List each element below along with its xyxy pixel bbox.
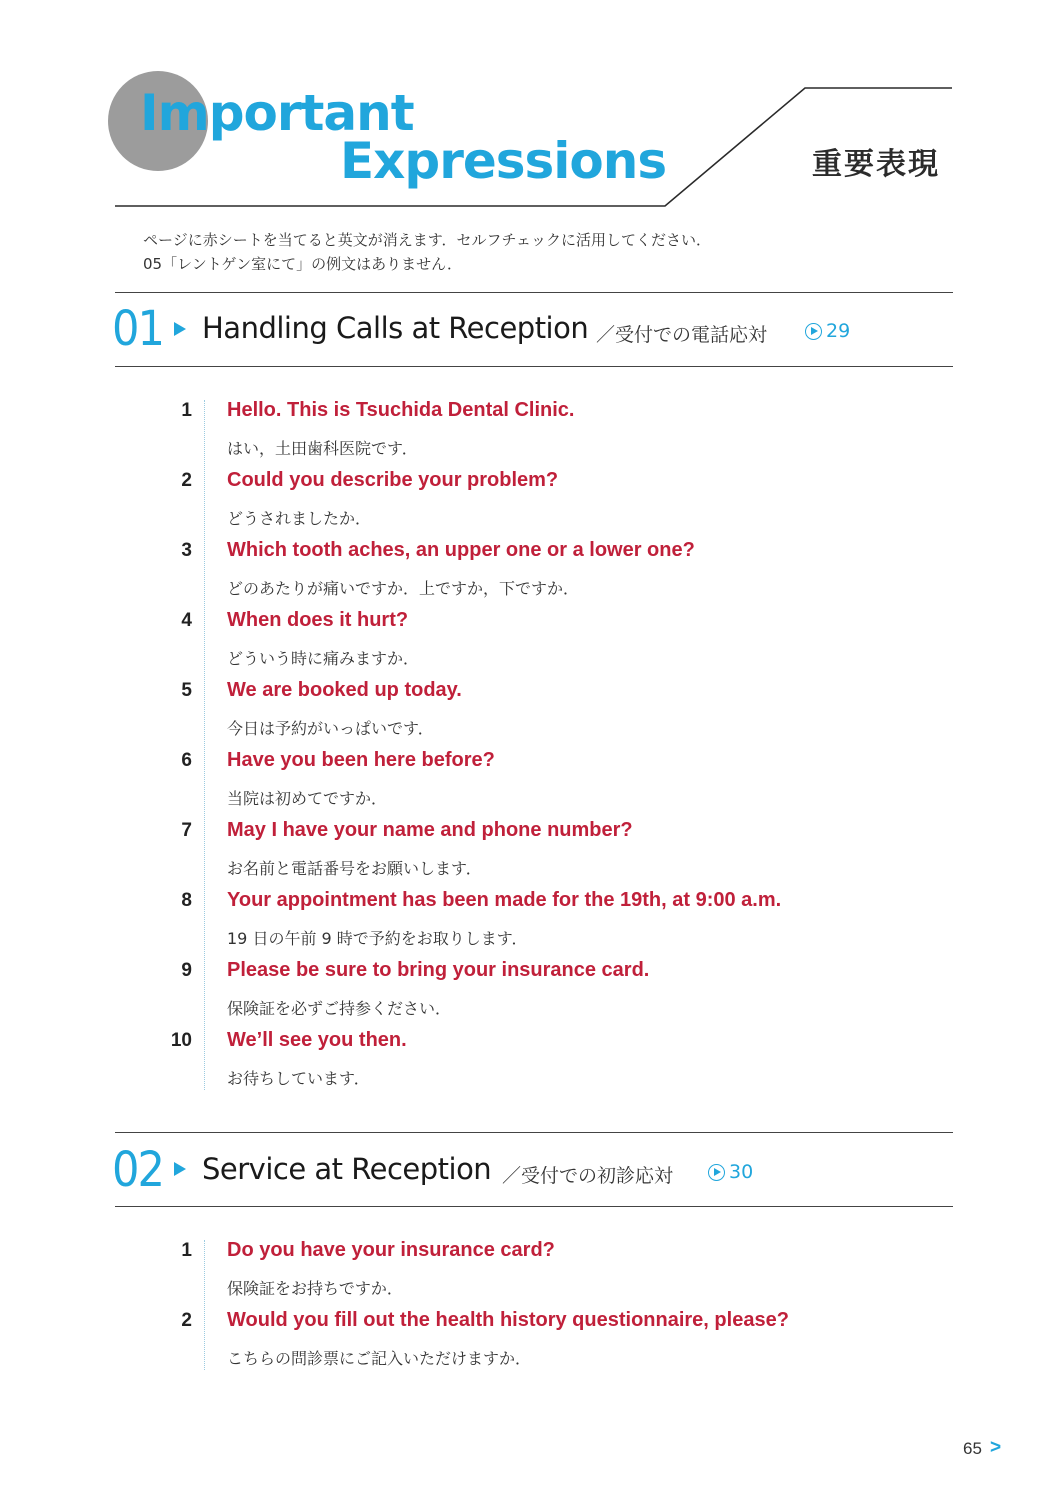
expression-jp: どういう時に痛みますか．	[227, 649, 420, 668]
item-number: 9	[181, 960, 192, 981]
expression-jp: お名前と電話番号をお願いします．	[227, 859, 482, 878]
audio-play-icon[interactable]	[805, 323, 822, 340]
expression-jp: どうされましたか．	[227, 509, 372, 528]
section-triangle-icon	[174, 322, 186, 336]
section-title-en: Service at Reception	[202, 1152, 492, 1186]
expression-jp: こちらの問診票にご記入いただけますか．	[227, 1349, 532, 1368]
intro-text-line2: 05「レントゲン室にて」の例文はありません．	[143, 255, 463, 273]
audio-track-number: 29	[826, 320, 851, 342]
expression-jp: お待ちしています．	[227, 1069, 370, 1088]
item-number: 5	[181, 680, 192, 701]
page-title-line2: Expressions	[340, 132, 667, 190]
expression-en: May I have your name and phone number?	[227, 819, 633, 841]
item-number: 2	[181, 470, 192, 491]
expression-jp: 19 日の午前 9 時で予約をお取りします．	[227, 929, 528, 948]
audio-track-number: 30	[729, 1161, 754, 1183]
section-title-jp: ／受付での電話応対	[596, 324, 768, 346]
section-rule-top	[115, 292, 953, 293]
section-title-jp: ／受付での初診応対	[502, 1165, 674, 1187]
expression-en: Hello. This is Tsuchida Dental Clinic.	[227, 399, 575, 421]
intro-text-line1: ページに赤シートを当てると英文が消えます．セルフチェックに活用してください．	[143, 231, 712, 249]
section-triangle-icon	[174, 1162, 186, 1176]
expression-jp: 保険証をお持ちですか．	[227, 1279, 403, 1298]
item-number: 4	[181, 610, 192, 631]
expression-en: Would you fill out the health history questionnaire, please?	[227, 1309, 789, 1331]
page-title-jp: 重要表現	[812, 147, 940, 182]
page-title-line1: Important	[140, 84, 414, 142]
item-number: 7	[181, 820, 192, 841]
expression-en: Which tooth aches, an upper one or a lower one?	[227, 539, 695, 561]
section-rule-bottom	[115, 1206, 953, 1207]
dotted-guide	[204, 400, 205, 1090]
expression-jp: 今日は予約がいっぱいです．	[227, 719, 434, 738]
item-number: 6	[181, 750, 192, 771]
item-number: 2	[181, 1310, 192, 1331]
expression-jp: はい，土田歯科医院です．	[227, 439, 418, 458]
expression-en: Do you have your insurance card?	[227, 1239, 555, 1261]
expression-jp: 保険証を必ずご持参ください．	[227, 999, 452, 1018]
expression-en: Have you been here before?	[227, 749, 495, 771]
expression-jp: 当院は初めてですか．	[227, 789, 388, 808]
expression-en: We are booked up today.	[227, 679, 462, 701]
item-number: 1	[181, 1240, 192, 1261]
expression-en: Your appointment has been made for the 19th, at 9:00 a.m.	[227, 889, 782, 911]
section-number: 01	[112, 301, 163, 357]
item-number: 3	[181, 540, 192, 561]
expression-en: We’ll see you then.	[227, 1029, 407, 1051]
item-number: 1	[181, 400, 192, 421]
section-rule-bottom	[115, 366, 953, 367]
expression-en: Please be sure to bring your insurance card.	[227, 959, 650, 981]
next-page-arrow-icon[interactable]: >	[990, 1437, 1002, 1458]
item-number: 10	[170, 1030, 192, 1051]
expression-jp: どのあたりが痛いですか．上ですか，下ですか．	[227, 579, 580, 598]
audio-play-icon[interactable]	[708, 1164, 725, 1181]
expression-en: Could you describe your problem?	[227, 469, 559, 491]
header-rule-decoration	[0, 0, 1063, 220]
dotted-guide	[204, 1240, 205, 1370]
expression-en: When does it hurt?	[227, 609, 409, 631]
section-title-en: Handling Calls at Reception	[202, 311, 589, 345]
section-number: 02	[112, 1142, 163, 1198]
item-number: 8	[181, 890, 192, 911]
page-number: 65	[963, 1439, 982, 1458]
section-rule-top	[115, 1132, 953, 1133]
